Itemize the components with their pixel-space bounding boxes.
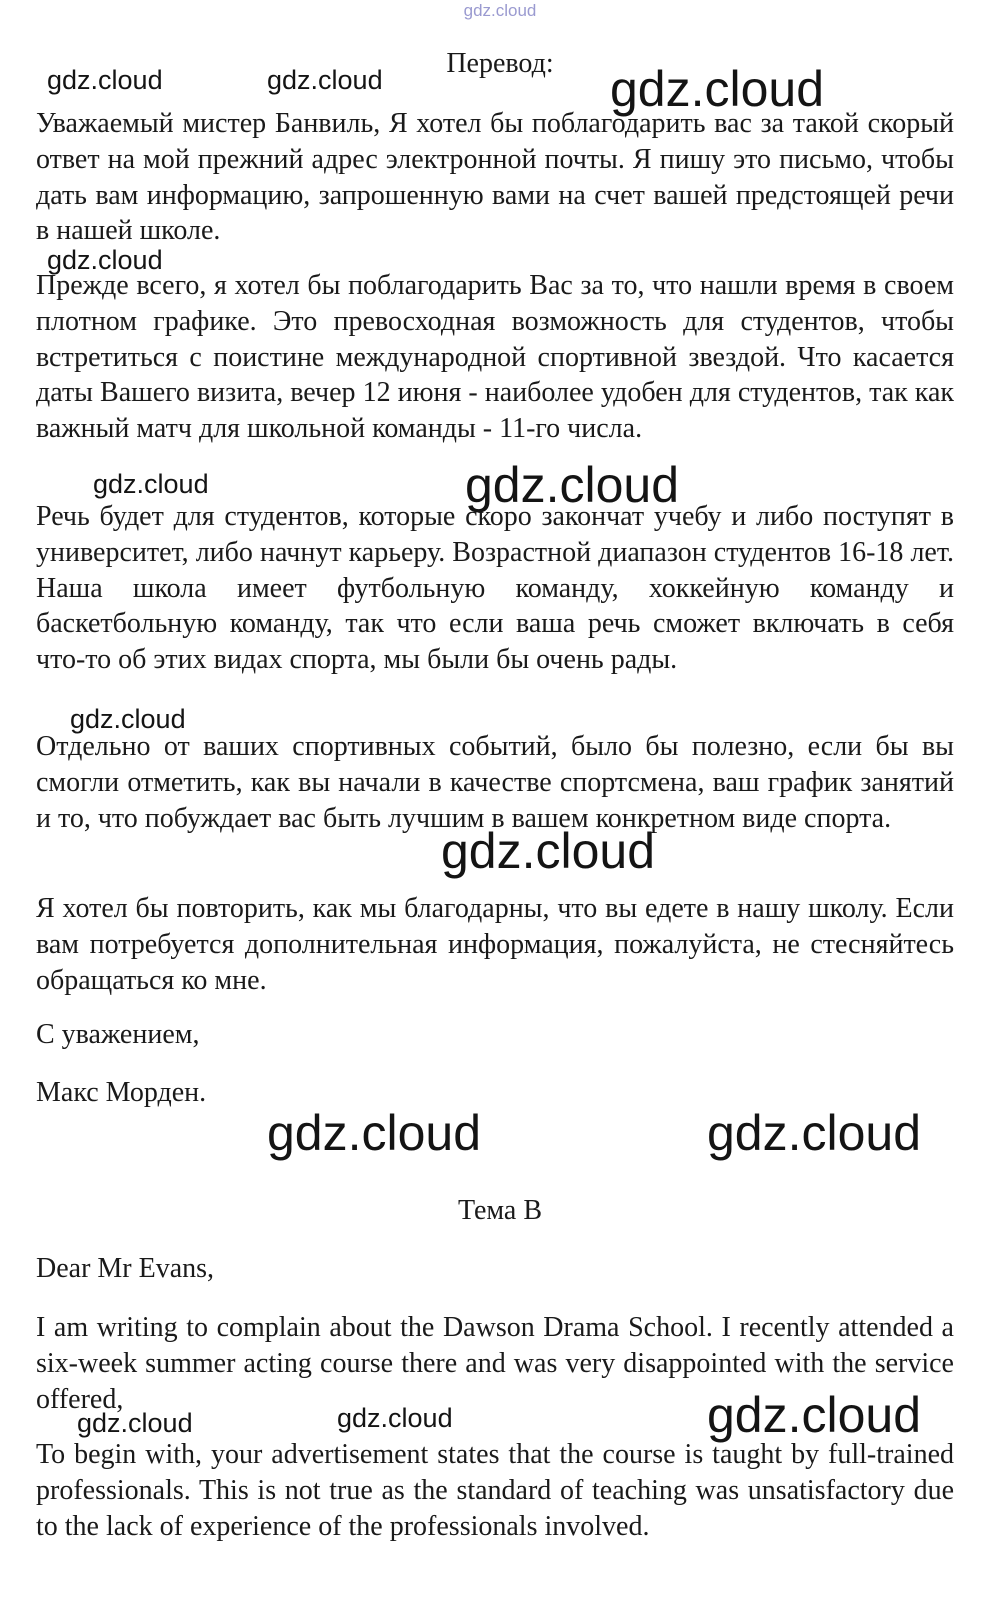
translation-paragraph-1: Уважаемый мистер Банвиль, Я хотел бы поблагодарить вас за такой скорый ответ на мой прежний адрес электронной почты. Я пишу это письмо, чтобы дать вам информацию, запрошенную вами на счет вашей предстоящей речи в нашей школе. xyxy=(36,108,954,247)
watermark: gdz.cloud xyxy=(707,1105,922,1161)
theme-b-heading: Тема B xyxy=(457,1195,543,1226)
watermark: gdz.cloud xyxy=(47,65,163,95)
watermark: gdz.cloud xyxy=(441,823,656,879)
watermark: gdz.cloud xyxy=(47,245,163,275)
watermark: gdz.cloud xyxy=(70,704,186,734)
letter-paragraph-2: To begin with, your advertisement states that the course is taught by full-trained professionals. This is not true as the standard of teaching was unsatisfactory due to the lack of experience of the professionals involved. xyxy=(36,1439,954,1542)
signature-text: Макс Морден. xyxy=(36,1077,207,1108)
watermark: gdz.cloud xyxy=(707,1387,922,1443)
translation-paragraph-4: Отдельно от ваших спортивных событий, было бы полезно, если бы вы смогли отметить, как вы начали в качестве спортсмена, ваш график занятий и то, что побуждает вас быть лучшим в вашем конкретном виде спорта. xyxy=(36,731,954,834)
watermark: gdz.cloud xyxy=(77,1408,193,1438)
watermark: gdz.cloud xyxy=(267,65,383,95)
translation-paragraph-5: Я хотел бы повторить, как мы благодарны, что вы едете в нашу школу. Если вам потребуется дополнительная информация, пожалуйста, не стесняйтесь обращаться ко мне. xyxy=(36,893,954,996)
watermark: gdz.cloud xyxy=(267,1105,482,1161)
watermark: gdz.cloud xyxy=(610,61,825,117)
translation-paragraph-2: Прежде всего, я хотел бы поблагодарить Вас за то, что нашли время в своем плотном графике. Это превосходная возможность для студентов, чтобы встретиться с поистине международной спортивной звездой. Что касается даты Вашего визита, вечер 12 июня - наиболее удобен для студентов, так как важный матч для школьной команды - 11-го числа. xyxy=(36,270,954,445)
translation-heading: Перевод: xyxy=(446,48,554,79)
watermark: gdz.cloud xyxy=(337,1403,453,1433)
letter-paragraph-1: I am writing to complain about the Dawson Drama School. I recently attended a six-week summer acting course there and was very disappointed with the service offered, xyxy=(36,1312,954,1415)
closing-text: С уважением, xyxy=(36,1019,200,1050)
watermark: gdz.cloud xyxy=(465,457,680,513)
top-watermark: gdz.cloud xyxy=(463,1,537,20)
translation-paragraph-3: Речь будет для студентов, которые скоро закончат учебу и либо поступят в университет, либо начнут карьеру. Возрастной диапазон студентов 16-18 лет. Наша школа имеет футбольную команду, хоккейную команду и баскетбольную команду, так что если ваша речь сможет включать в себя что-то об этих видах спорта, мы были бы очень рады. xyxy=(36,501,954,676)
letter-greeting: Dear Mr Evans, xyxy=(36,1253,215,1284)
watermark: gdz.cloud xyxy=(93,469,209,499)
